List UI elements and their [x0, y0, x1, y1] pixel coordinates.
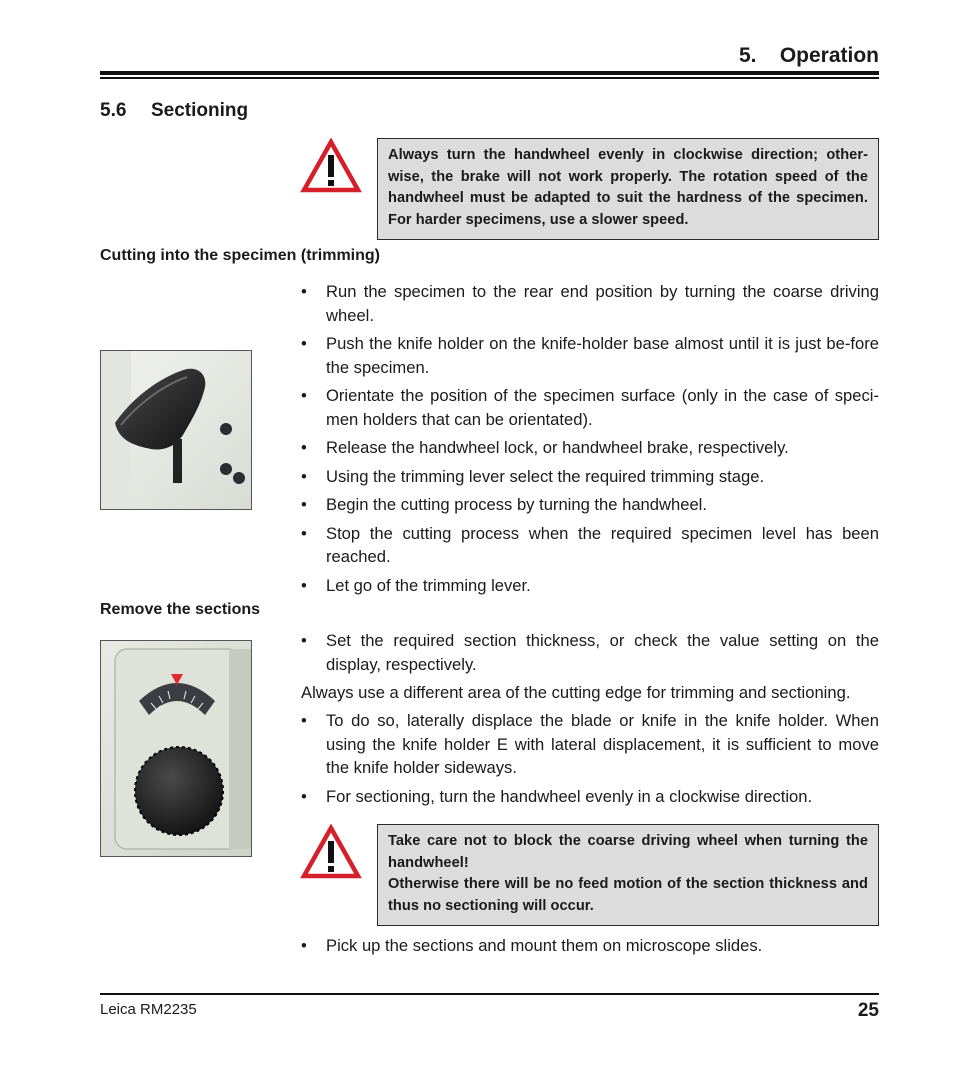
section-number: 5.6 — [100, 100, 127, 121]
list-item: • Push the knife holder on the knife-holder base almost until it is just be-fore the specimen. — [301, 334, 879, 377]
footer-rule — [100, 993, 879, 995]
warning-triangle-icon — [300, 824, 362, 880]
list-item: • For sectioning, turn the handwheel evenly in a clockwise direction. — [301, 786, 813, 806]
section-thickness-dial-photo — [100, 640, 252, 857]
trimming-steps-list — [301, 280, 879, 602]
section-title — [100, 100, 248, 122]
warning-box-coarse-wheel — [377, 824, 879, 926]
remove-step-list-3 — [301, 934, 879, 963]
list-item: • Set the required section thickness, or check the value setting on the display, respectively. — [301, 631, 879, 674]
header-rule-thin — [100, 77, 879, 79]
page-number: 25 — [857, 1000, 879, 1021]
warning-text-line1: Take care not to block the coarse driving wheel when turning the handwheel! — [388, 833, 868, 871]
warning-box-handwheel — [377, 138, 879, 240]
dial-mark-zero: 0 — [158, 705, 164, 715]
warning-triangle-icon — [300, 138, 362, 194]
list-item: • Stop the cutting process when the required specimen level has been reached. — [301, 523, 879, 566]
list-item: • Pick up the sections and mount them on microscope slides. — [301, 936, 763, 955]
trimming-lever-photo — [100, 350, 252, 510]
section-name: Sectioning — [151, 100, 249, 121]
subheading-remove-sections: Remove the sections — [100, 601, 261, 618]
footer-model: Leica RM2235 — [100, 1001, 197, 1018]
list-item: • Run the specimen to the rear end position by turning the coarse driving wheel. — [301, 282, 879, 325]
remove-step-list-1 — [301, 629, 879, 681]
header-rule-thick — [100, 71, 879, 75]
chapter-title: 5. Operation — [738, 44, 879, 67]
remove-step-list-2 — [301, 709, 879, 813]
list-item: • To do so, laterally displace the blade or knife in the knife holder. When using the knife holder E with lateral displacement, it is sufficient to move the knife holder sideways. — [301, 711, 879, 777]
warning-text-line2: Otherwise there will be no feed motion of the section thickness and thus no sectioning will occur. — [388, 876, 868, 914]
list-item: • Orientate the position of the specimen surface (only in the case of speci-men holders that can be orientated). — [301, 386, 879, 429]
dial-mark-five: 5 — [185, 705, 191, 715]
list-item: • Release the handwheel lock, or handwheel brake, respectively. — [301, 438, 789, 457]
warning-text: Always turn the handwheel evenly in clockwise direction; other-wise, the brake will not work properly. The rotation speed of the handwheel must be adapted to suit the hardness of the specimen. For harder specimens, use a slower speed. — [388, 147, 868, 228]
cutting-edge-note: Always use a different area of the cutting edge for trimming and sectioning. — [301, 683, 851, 702]
subheading-trimming: Cutting into the specimen (trimming) — [100, 247, 380, 264]
list-item: • Begin the cutting process by turning the handwheel. — [301, 495, 707, 514]
list-item: • Using the trimming lever select the required trimming stage. — [301, 466, 765, 486]
list-item: • Let go of the trimming lever. — [301, 575, 531, 595]
